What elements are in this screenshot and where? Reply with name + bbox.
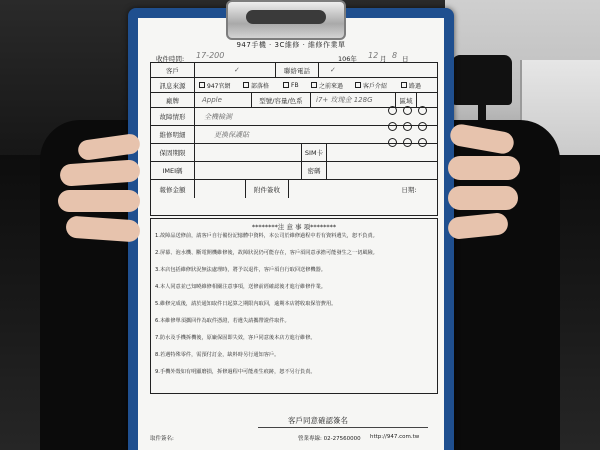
label-customer: 客戶 [151, 63, 195, 77]
form-title: 947手機 · 3C維修 · 維修作業單 [236, 41, 346, 49]
day-handwritten: 8 [392, 51, 398, 60]
note-item: 2.屏幕、泡水機、斷電開機維修後，故障狀況仍可能存在，客戶須同意承擔可能發生之一切風險。 [155, 250, 378, 256]
label-password: 密碼 [301, 162, 327, 179]
source-option-walkin: 路過 [401, 78, 421, 92]
notes-title: ********注 意 事 項******** [251, 223, 337, 231]
checkbox-icon [311, 82, 317, 88]
brand-value: Apple [202, 96, 222, 104]
checkbox-icon [355, 82, 361, 88]
serial-handwritten: 17-200 [196, 51, 225, 60]
source-option-fb: FB [283, 78, 299, 92]
label-repair: 維修明細 [151, 126, 195, 143]
signature-label: 客戶同意確認簽名 [288, 416, 348, 425]
form-row-imei [151, 162, 437, 180]
signature-line [258, 427, 428, 428]
right-finger-2 [448, 156, 520, 180]
checkbox-icon [243, 82, 249, 88]
serial-label: 收件時間: [156, 55, 185, 63]
source-option-referral: 客戶介紹 [355, 78, 387, 92]
checkbox-icon [283, 82, 289, 88]
label-brand: 廠牌 [151, 93, 195, 107]
pattern-lock-grid [388, 86, 428, 156]
label-date: 日期: [401, 185, 417, 194]
source-option-website: 947官網 [199, 78, 230, 92]
pattern-dot [418, 138, 427, 147]
footer-phone: 營業專線: 02-27560000 [298, 436, 361, 442]
form-row-customer [151, 63, 437, 78]
customer-check: ✓ [234, 66, 240, 74]
repair-value: 更換保護貼 [214, 130, 249, 139]
metal-clip [226, 0, 346, 40]
note-item: 3.本店包括維修狀況無法處理時，將予以退件，客戶須自行取回送修機器。 [155, 267, 326, 273]
pattern-dot [388, 122, 397, 131]
spec-value: i7+ 玫瑰金 128G [316, 96, 373, 104]
note-item: 8.若遇特殊零件，需預付訂金，缺料時另行通知客戶。 [155, 352, 280, 358]
note-item: 4.本人同意並已知曉維修相關注意事項，送修前經確認後才進行維修作業。 [155, 284, 326, 290]
month-label: 月 [380, 55, 387, 63]
notes-box [150, 218, 438, 394]
phone-check: ✓ [330, 66, 336, 74]
pattern-dot [418, 122, 427, 131]
form-row-quote [151, 180, 437, 198]
pattern-dot [388, 138, 397, 147]
checkbox-icon [199, 82, 205, 88]
label-accessories: 附件簽收 [245, 180, 289, 198]
left-finger-3 [58, 190, 140, 212]
label-source: 訊息來源 [151, 78, 195, 92]
fault-value: 全機檢測 [204, 112, 232, 121]
repair-form-paper [138, 18, 444, 450]
label-region: 區域 [395, 93, 417, 107]
source-option-blog: 部落格 [243, 78, 269, 92]
note-item: 9.手機外殼如有明顯磨損，拆修過程中可能產生痕跡，恕不另行負責。 [155, 369, 316, 375]
label-fault: 故障情形 [151, 108, 195, 125]
label-spec: 型號/容量/色系 [251, 93, 311, 107]
note-item: 1.故障品送修前，請客戶自行備份記憶體中資料，本公司於維修過程中若有資料遺失，恕不負責。 [155, 233, 378, 239]
note-item: 7.防水及手機拆機後，原廠保固即失效，客戶同意後本店方進行維修。 [155, 335, 316, 341]
footer-pickup-signature: 取件簽名: [150, 436, 174, 442]
label-phone: 聯絡電話 [275, 63, 319, 77]
label-sim: SIM卡 [301, 144, 327, 161]
pattern-dot [403, 138, 412, 147]
label-imei: IMEI碼 [151, 162, 195, 179]
year-label: 106年 [338, 55, 357, 63]
pattern-dot [403, 122, 412, 131]
office-chair [452, 55, 512, 105]
note-item: 6.本維修單須攜回作為取件憑證，若遺失請攜帶證件取件。 [155, 318, 290, 324]
right-finger-3 [448, 186, 518, 210]
metal-clip-hole [246, 10, 326, 24]
label-quote: 報修金額 [151, 180, 195, 198]
pattern-dot [388, 106, 397, 115]
source-option-returning: 之前來過 [311, 78, 343, 92]
label-warranty: 保固期限 [151, 144, 195, 161]
footer-website: http://947.com.tw [370, 434, 420, 440]
month-handwritten: 12 [368, 51, 379, 60]
note-item: 5.維修完成後，請於通知取件日起算之期限內取回，逾期本店將收取保管費用。 [155, 301, 337, 307]
pattern-dot [418, 106, 427, 115]
day-label: 日 [402, 55, 409, 63]
pattern-dot [403, 106, 412, 115]
